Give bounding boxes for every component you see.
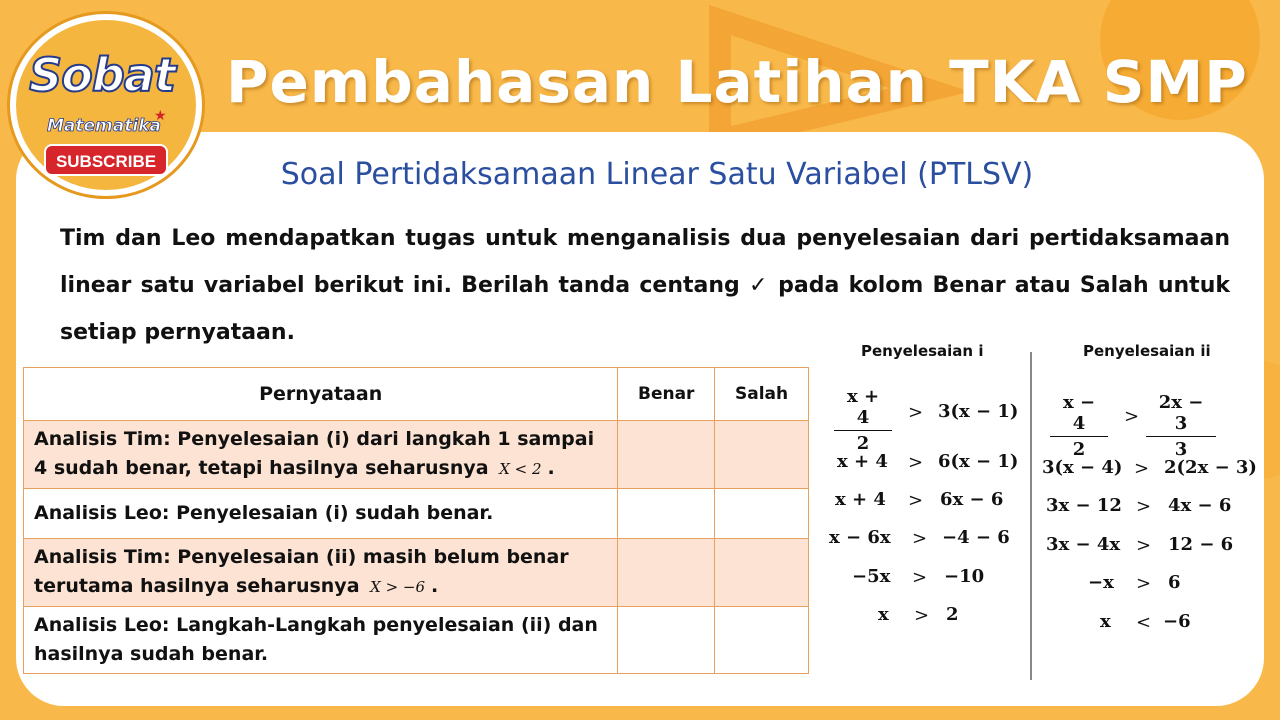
solution-i-step-rhs: −10	[944, 566, 985, 587]
solution-ii-step-lhs: 3(x − 4)	[1042, 457, 1123, 478]
table-row	[24, 421, 809, 489]
statement-cell	[24, 539, 618, 607]
header-benar: Benar	[618, 368, 715, 421]
solution-ii-step-op: >	[1136, 573, 1152, 594]
solution-i-step-rhs: 2	[946, 604, 959, 625]
solution-i-step-lhs: x	[878, 604, 889, 625]
solution-i-step-op: >	[908, 452, 924, 473]
fraction-denominator: 2	[856, 433, 870, 454]
solution-ii-step-rhs: 4x − 6	[1168, 495, 1232, 516]
header-pernyataan: Pernyataan	[24, 368, 618, 421]
solution-ii-step-rhs: 2(2x − 3)	[1164, 457, 1257, 478]
statement-table	[23, 367, 809, 674]
solution-ii-step-op: >	[1136, 496, 1152, 517]
solution-ii-step-op: >	[1136, 535, 1152, 556]
solution-ii-step-op: <	[1136, 612, 1152, 633]
statement-cell	[24, 489, 618, 539]
statement-end: .	[547, 457, 555, 479]
table-row	[24, 539, 809, 607]
benar-checkbox[interactable]	[618, 539, 715, 607]
salah-checkbox[interactable]	[715, 489, 809, 539]
logo-subtitle: Matematika	[47, 116, 161, 136]
page-title: Pembahasan Latihan TKA SMP	[226, 48, 1248, 116]
benar-checkbox[interactable]	[618, 607, 715, 674]
salah-checkbox[interactable]	[715, 421, 809, 489]
statement-cell	[24, 607, 618, 674]
solution-ii-step-op: >	[1134, 458, 1150, 479]
solution-ii-step-lhs: −x	[1088, 572, 1114, 593]
solution-ii-heading: Penyelesaian ii	[1083, 342, 1211, 360]
solution-i-step-lhs: x + 4	[837, 451, 888, 472]
benar-checkbox[interactable]	[618, 421, 715, 489]
solution-ii-step-rhs: 6	[1168, 572, 1181, 593]
star-icon: ★	[154, 108, 167, 124]
solution-i-operator: >	[908, 402, 924, 423]
header-salah: Salah	[715, 368, 809, 421]
solution-i-step-lhs: x + 4	[835, 489, 886, 510]
solution-i-fraction	[834, 386, 892, 454]
statement-text: Analisis Tim: Penyelesaian (ii) masih belum benar terutama hasilnya seharusnya	[34, 546, 569, 597]
table-row	[24, 489, 809, 539]
fraction-numerator: 2x − 3	[1146, 392, 1216, 437]
statement-math: X > −6	[370, 578, 426, 596]
fraction-numerator: x − 4	[1050, 392, 1108, 437]
solution-i-step-rhs: −4 − 6	[942, 527, 1010, 548]
solution-ii-step-rhs: −6	[1163, 611, 1191, 632]
solution-ii-fraction-left	[1050, 392, 1108, 460]
salah-checkbox[interactable]	[715, 539, 809, 607]
solution-ii-fraction-right	[1146, 392, 1216, 460]
solution-i-step-op: >	[912, 528, 928, 549]
statement-text: Analisis Leo: Penyelesaian (i) sudah benar.	[34, 502, 494, 524]
statement-text: Analisis Leo: Langkah-Langkah penyelesaian (ii) dan hasilnya sudah benar.	[34, 614, 598, 665]
solution-i-step-op: >	[908, 490, 924, 511]
subscribe-button[interactable]: SUBSCRIBE	[44, 144, 168, 176]
fraction-denominator: 2	[1072, 439, 1086, 460]
fraction-denominator: 3	[1174, 439, 1188, 460]
statement-text: Analisis Tim: Penyelesaian (i) dari langkah 1 sampai 4 sudah benar, tetapi hasilnya seharusnya	[34, 428, 595, 479]
solution-i-step-rhs: 6x − 6	[940, 489, 1004, 510]
table-row	[24, 607, 809, 674]
page-subtitle: Soal Pertidaksamaan Linear Satu Variabel (PTLSV)	[280, 157, 1034, 192]
solution-i-rhs: 3(x − 1)	[938, 401, 1019, 422]
solution-ii-step-rhs: 12 − 6	[1168, 534, 1234, 555]
solution-ii-step-lhs: x	[1100, 611, 1111, 632]
solution-i-step-op: >	[914, 605, 930, 626]
statement-math: X < 2	[499, 460, 542, 478]
solution-i-heading: Penyelesaian i	[861, 342, 984, 360]
salah-checkbox[interactable]	[715, 607, 809, 674]
logo-title: Sobat	[29, 48, 175, 102]
solution-i-step-lhs: x − 6x	[829, 527, 891, 548]
solution-i-step-rhs: 6(x − 1)	[938, 451, 1019, 472]
solution-i-step-lhs: −5x	[852, 566, 891, 587]
question-paragraph: Tim dan Leo mendapatkan tugas untuk menganalisis dua penyelesaian dari pertidaksamaan linear satu variabel berikut ini. Berilah tanda centang ✓ pada kolom Benar atau Salah untuk setiap pernyataan.	[60, 226, 1230, 345]
benar-checkbox[interactable]	[618, 489, 715, 539]
statement-cell	[24, 421, 618, 489]
solution-ii-operator: >	[1124, 406, 1140, 427]
statement-end: .	[431, 575, 439, 597]
solution-divider	[1030, 352, 1032, 680]
solution-ii-step-lhs: 3x − 4x	[1046, 534, 1121, 555]
solution-i-step-op: >	[912, 567, 928, 588]
solution-ii-step-lhs: 3x − 12	[1046, 495, 1122, 516]
fraction-numerator: x + 4	[834, 386, 892, 431]
